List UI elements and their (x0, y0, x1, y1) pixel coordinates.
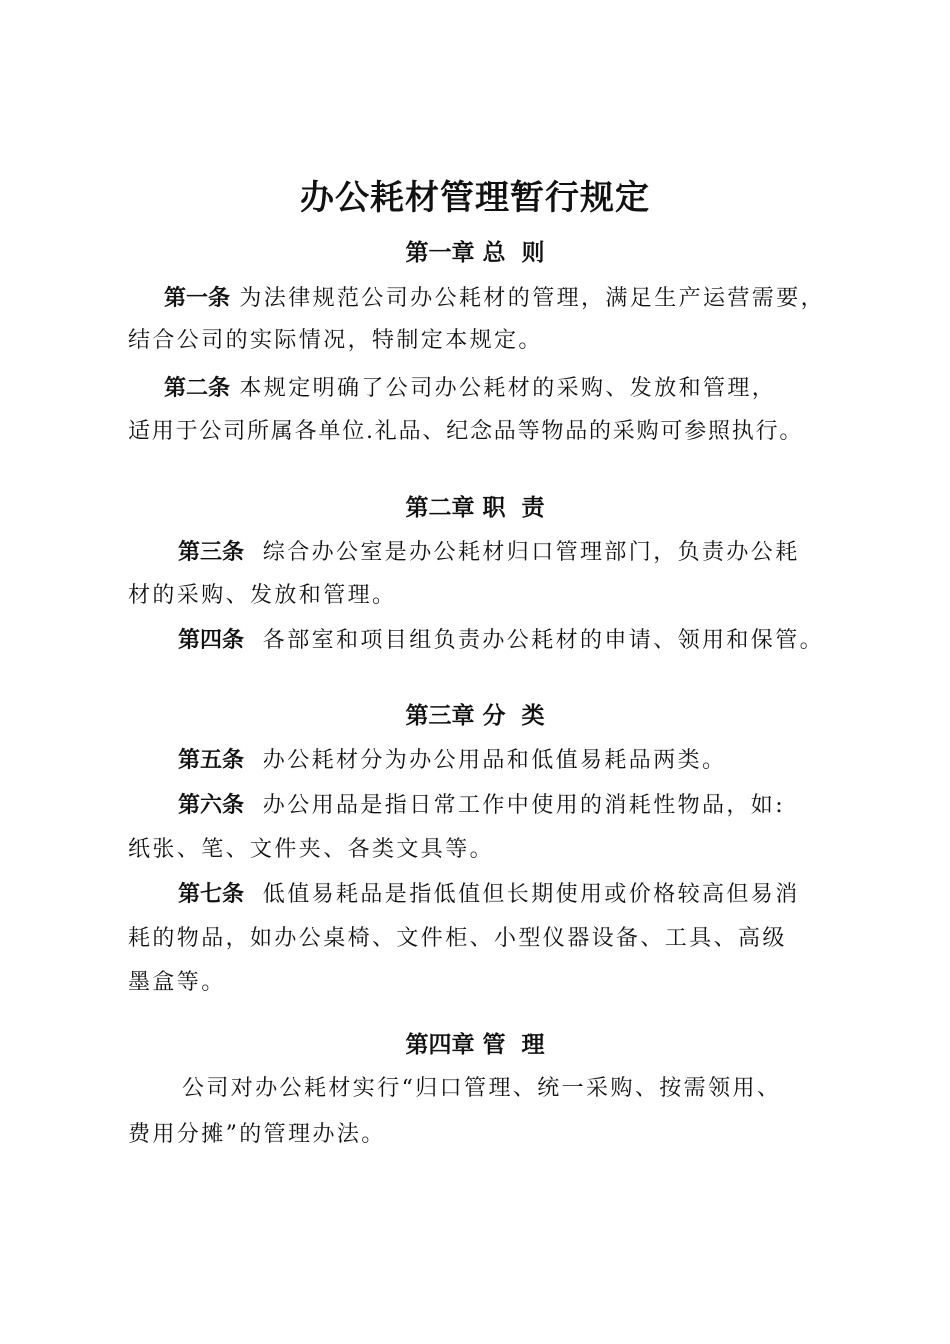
article-text: 各部室和项目组负责办公耗材的申请、领用和保管。 (244, 628, 825, 653)
article-7-line-2: 耗的物品，如办公桌椅、文件柜、小型仪器设备、工具、高级 (128, 926, 787, 951)
article-6-line-1 (178, 790, 785, 821)
article-text: 综合办公室是办公耗材归口管理部门，负责办公耗 (244, 540, 800, 565)
article-2-line-2: 适用于公司所属各单位.礼品、纪念品等物品的采购可参照执行。 (128, 419, 804, 444)
chapter-heading-4: 第四章 管 理 (405, 1031, 545, 1058)
article-label: 第四条 (178, 627, 245, 653)
chapter-heading-3: 第三章 分 类 (405, 702, 545, 729)
chapter-4-paragraph-line-1: 公司对办公耗材实行“归口管理、统一采购、按需领用、 (182, 1076, 782, 1101)
article-label: 第一条 (164, 285, 231, 311)
article-label: 第六条 (178, 792, 245, 818)
article-label: 第七条 (178, 881, 245, 907)
article-3-line-1 (178, 537, 800, 568)
article-text: 低值易耗品是指低值但长期使用或价格较高但易消 (244, 882, 800, 907)
chapter-heading-1: 第一章 总 则 (405, 239, 545, 266)
article-2-line-1 (164, 373, 776, 404)
article-text: 为法律规范公司办公耗材的管理，满足生产运营需要， (230, 286, 826, 311)
article-text: 办公耗材分为办公用品和低值易耗品两类。 (244, 748, 727, 773)
article-label: 第二条 (164, 375, 231, 401)
article-text: 办公用品是指日常工作中使用的消耗性物品，如: (244, 793, 786, 818)
article-7-line-3: 墨盒等。 (128, 970, 226, 995)
chapter-heading-2: 第二章 职 责 (405, 494, 545, 521)
article-7-line-1 (178, 879, 800, 910)
document-title: 办公耗材管理暂行规定 (300, 178, 650, 218)
article-4-line-1 (178, 625, 824, 656)
article-1-line-2: 结合公司的实际情况，特制定本规定。 (128, 328, 543, 353)
article-3-line-2: 材的采购、发放和管理。 (128, 583, 397, 608)
article-6-line-2: 纸张、笔、文件夹、各类文具等。 (128, 837, 495, 862)
article-1-line-1 (164, 283, 825, 314)
article-5-line-1 (178, 745, 726, 776)
article-label: 第三条 (178, 539, 245, 565)
article-label: 第五条 (178, 747, 245, 773)
article-text: 本规定明确了公司办公耗材的采购、发放和管理， (230, 376, 777, 401)
chapter-4-paragraph-line-2: 费用分摊”的管理办法。 (128, 1122, 386, 1147)
